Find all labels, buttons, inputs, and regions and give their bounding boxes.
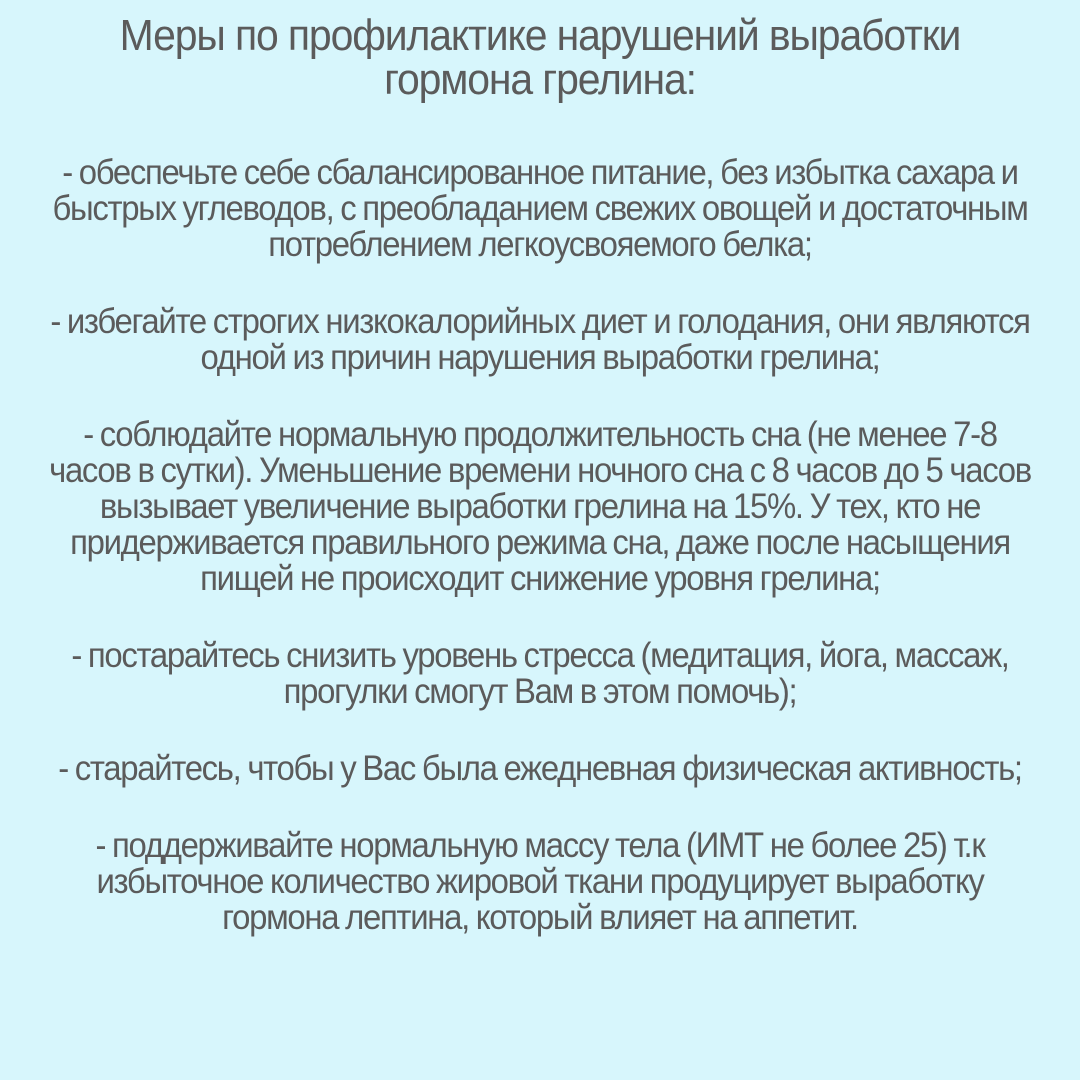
recommendation-item-stress: - постарайтесь снизить уровень стресса (медитация, йога, массаж, прогулки смогут Вам в этом помочь);: [71, 636, 1009, 711]
recommendation-item-sleep: - соблюдайте нормальную продолжительность сна (не менее 7-8 часов в сутки). Уменьшение времени ночного сна с 8 часов до 5 часов вызывает увеличение выработки грелина на 15%. У тех, кто не придерживается правильного режима сна, даже после насыщения пищей не происходит снижение уровня грелина;: [49, 415, 1031, 598]
recommendation-item-nutrition: - обеспечьте себе сбалансированное питание, без избытка сахара и быстрых углеводов, с преобладанием свежих овощей и достаточным потреблением легкоусвояемого белка;: [52, 153, 1028, 264]
recommendation-item-weight: - поддерживайте нормальную массу тела (ИМТ не более 25) т.к избыточное количество жировой ткани продуцирует выработку гормона лептина, который влияет на аппетит.: [95, 826, 985, 937]
slide-title: Меры по профилактике нарушений выработки гормона грелина:: [119, 11, 961, 104]
recommendations-list: [14, 155, 1066, 936]
recommendation-item-activity: - старайтесь, чтобы у Вас была ежедневная физическая активность;: [58, 749, 1022, 788]
recommendation-item-diet: - избегайте строгих низкокалорийных диет и голодания, они являются одной из причин нарушения выработки грелина;: [50, 302, 1030, 377]
